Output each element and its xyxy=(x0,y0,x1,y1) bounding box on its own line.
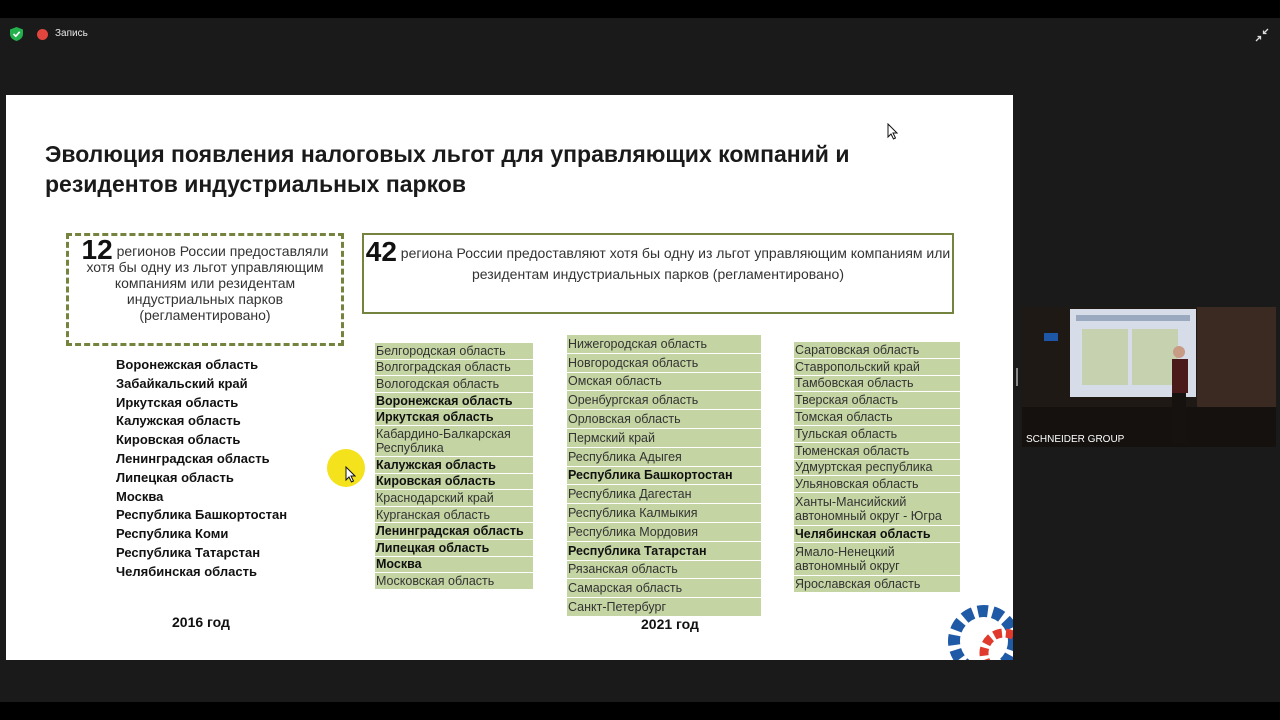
list-item: Оренбургская область xyxy=(567,391,761,410)
list-item: Кировская область xyxy=(375,474,533,491)
list-item: Ханты-Мансийский автономный округ - Югра xyxy=(794,493,960,526)
participant-name-label: SCHNEIDER GROUP xyxy=(1026,434,1125,445)
list-item: Новгородская область xyxy=(567,354,761,373)
region-list-2021-column-1 xyxy=(375,343,533,590)
slide-title: Эволюция появления налоговых льгот для управляющих компаний и резидентов индустриальных парков xyxy=(45,141,850,197)
count-2021: 42 xyxy=(365,236,397,267)
list-item: Кировская область xyxy=(116,432,241,448)
list-item: Ямало-Ненецкий автономный округ xyxy=(794,543,960,576)
list-item: Республика Адыгея xyxy=(567,448,761,467)
year-label-2016: 2016 год xyxy=(172,614,230,630)
list-item: Орловская область xyxy=(567,410,761,429)
list-item: Вологодская область xyxy=(375,376,533,393)
list-item: Воронежская область xyxy=(375,393,533,410)
list-item: Липецкая область xyxy=(116,469,234,485)
top-bar xyxy=(0,0,1280,18)
list-item: Белгородская область xyxy=(375,343,533,360)
list-item: Калужская область xyxy=(116,413,241,429)
list-item: Республика Башкортостан xyxy=(567,467,761,486)
list-item: Республика Мордовия xyxy=(567,523,761,542)
list-item: Удмуртская республика xyxy=(794,460,960,477)
year-label-2021: 2021 год xyxy=(641,616,699,632)
presenter-video-tile[interactable] xyxy=(1022,307,1276,447)
list-item: Санкт-Петербург xyxy=(567,598,761,617)
list-item: Иркутская область xyxy=(116,394,239,410)
list-item: Омская область xyxy=(567,373,761,392)
list-item: Кабардино-Балкарская Республика xyxy=(375,426,533,457)
mouse-cursor-icon xyxy=(887,123,898,140)
exit-fullscreen-icon[interactable] xyxy=(1254,27,1270,43)
list-item: Рязанская область xyxy=(567,561,761,580)
list-item: Республика Калмыкия xyxy=(567,504,761,523)
list-item: Республика Татарстан xyxy=(116,544,261,560)
list-item: Республика Коми xyxy=(116,526,229,542)
count-2016: 12 xyxy=(81,234,113,265)
list-item: Республика Дагестан xyxy=(567,485,761,504)
company-gear-logo-icon xyxy=(932,583,1013,660)
list-item: Республика Башкортостан xyxy=(116,507,288,523)
list-item: Ленинградская область xyxy=(116,450,270,466)
list-item: Саратовская область xyxy=(794,342,960,359)
list-item: Калужская область xyxy=(375,457,533,474)
meeting-toolbar xyxy=(0,18,1280,52)
list-item: Ленинградская область xyxy=(375,523,533,540)
panel-resize-handle[interactable] xyxy=(1016,368,1018,386)
list-item: Тюменская область xyxy=(794,443,960,460)
list-item: Челябинская область xyxy=(794,526,960,543)
list-item: Иркутская область xyxy=(375,409,533,426)
region-list-2021-column-3 xyxy=(794,342,960,593)
list-item: Пермский край xyxy=(567,429,761,448)
list-item: Забайкальский край xyxy=(116,375,248,391)
list-item: Липецкая область xyxy=(375,540,533,557)
shared-slide xyxy=(6,95,1013,660)
list-item: Нижегородская область xyxy=(567,335,761,354)
list-item: Тамбовская область xyxy=(794,376,960,393)
list-item: Томская область xyxy=(794,409,960,426)
record-icon[interactable] xyxy=(37,29,48,40)
shield-check-icon[interactable] xyxy=(10,27,23,41)
list-item: Тульская область xyxy=(794,426,960,443)
summary-text-2016: регионов России предоставляли хотя бы одну из льгот управляющим компаниям или резидентам индустриальных парков (регламентировано) xyxy=(86,243,329,323)
list-item: Курганская область xyxy=(375,507,533,524)
list-item: Воронежская область xyxy=(116,357,259,372)
presenter-video-frame xyxy=(1022,307,1276,447)
bottom-toolbar xyxy=(0,702,1280,720)
list-item: Волгоградская область xyxy=(375,360,533,377)
list-item: Москва xyxy=(375,557,533,574)
list-item: Ярославская область xyxy=(794,576,960,593)
summary-box-2021 xyxy=(362,233,954,314)
summary-text-2021: региона России предоставляют хотя бы одну из льгот управляющим компаниям или резидентам индустриальных парков (регламентировано) xyxy=(400,245,951,282)
list-item: Тверская область xyxy=(794,392,960,409)
region-list-2016 xyxy=(116,356,287,582)
list-item: Московская область xyxy=(375,573,533,590)
mouse-cursor-icon xyxy=(345,466,356,483)
recording-label[interactable]: Запись xyxy=(55,28,88,39)
list-item: Челябинская область xyxy=(116,563,257,579)
summary-box-2016 xyxy=(66,233,344,346)
list-item: Самарская область xyxy=(567,579,761,598)
list-item: Ульяновская область xyxy=(794,476,960,493)
region-list-2021-column-2 xyxy=(567,335,761,617)
list-item: Краснодарский край xyxy=(375,490,533,507)
list-item: Ставропольский край xyxy=(794,359,960,376)
list-item: Москва xyxy=(116,488,164,504)
list-item: Республика Татарстан xyxy=(567,542,761,561)
